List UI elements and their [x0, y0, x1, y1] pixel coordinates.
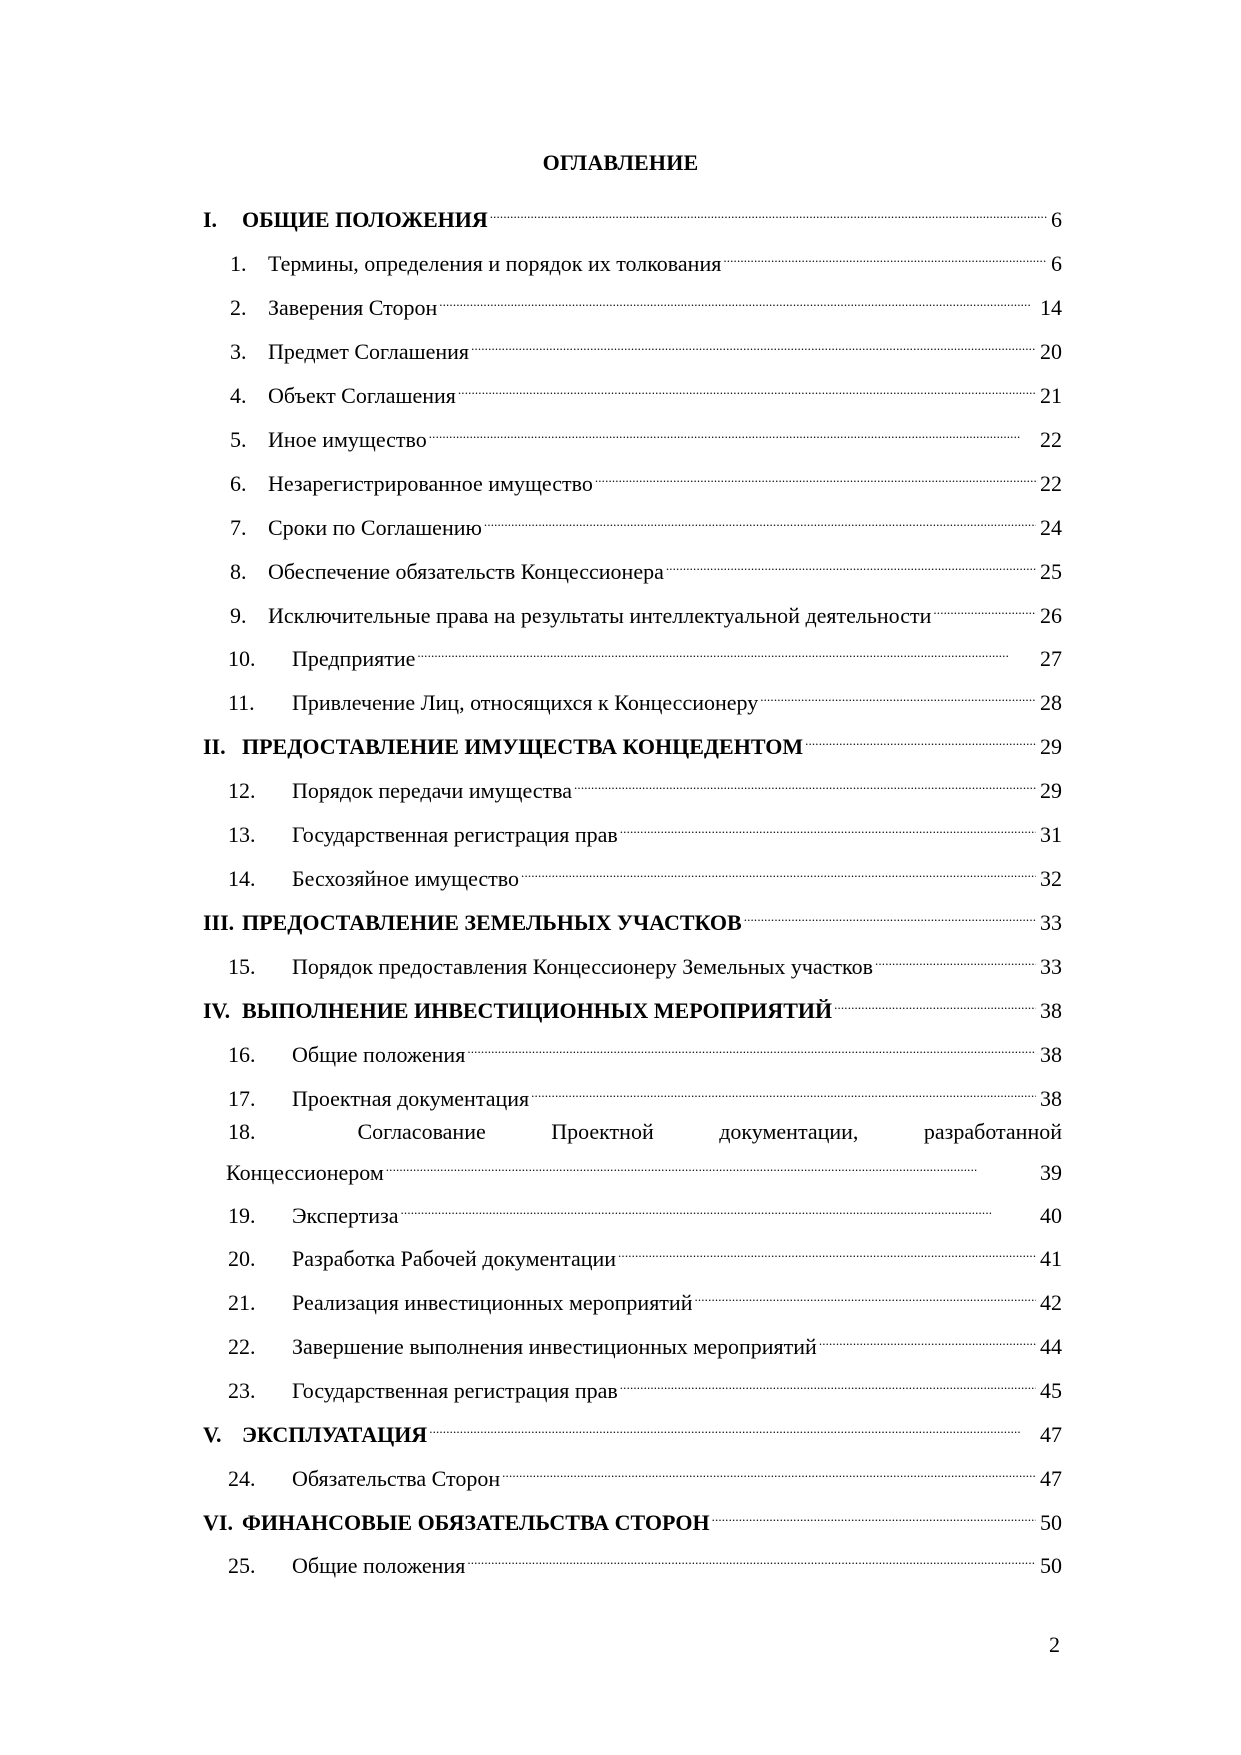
- toc-page-number: 33: [1040, 910, 1062, 935]
- toc-item-4[interactable]: [203, 373, 1062, 408]
- toc-item-24[interactable]: [203, 1456, 1062, 1491]
- dot-leader: [618, 1236, 1036, 1266]
- toc-item-9[interactable]: [203, 593, 1062, 628]
- toc-item-5[interactable]: [203, 417, 1062, 452]
- toc-item-label: Заверения Сторон: [268, 295, 438, 320]
- dot-leader: [805, 724, 1036, 754]
- toc-item-19[interactable]: [203, 1193, 1062, 1228]
- toc-section-number: VI.: [203, 1510, 233, 1535]
- toc-item-2[interactable]: [203, 285, 1062, 320]
- page-number: 2: [1049, 1632, 1060, 1657]
- dot-leader: [694, 1280, 1036, 1310]
- toc-section-label: ЭКСПЛУАТАЦИЯ: [242, 1422, 428, 1447]
- toc-page-number: 26: [1040, 603, 1062, 628]
- toc-item-number: 7.: [230, 515, 247, 540]
- toc-page-number: 24: [1040, 515, 1062, 540]
- toc-item-label: Проектная документация: [292, 1086, 530, 1111]
- toc-page-number: 21: [1040, 383, 1062, 408]
- toc-item-label: Общие положения: [292, 1553, 466, 1578]
- toc-section-number: V.: [203, 1422, 222, 1447]
- toc-item-15[interactable]: [203, 944, 1062, 979]
- toc-section-1[interactable]: [203, 197, 1062, 232]
- toc-item-number: 8.: [230, 559, 247, 584]
- toc-item-13[interactable]: [203, 812, 1062, 847]
- toc-item-label: Общие положения: [292, 1042, 466, 1067]
- toc-item-label: Привлечение Лиц, относящихся к Концессионеру: [292, 690, 759, 715]
- toc-item-number: 12.: [228, 778, 256, 803]
- dot-leader: [401, 1193, 1036, 1223]
- dot-leader: [531, 1076, 1036, 1106]
- toc-section-label: ПРЕДОСТАВЛЕНИЕ ЗЕМЕЛЬНЫХ УЧАСТКОВ: [242, 910, 742, 935]
- toc-item-12[interactable]: [203, 768, 1062, 803]
- toc-item-label: Предмет Соглашения: [268, 339, 470, 364]
- toc-item-3[interactable]: [203, 329, 1062, 364]
- toc-item-number: 1.: [230, 251, 247, 276]
- toc-item-number: 15.: [228, 954, 256, 979]
- toc-item-label: Государственная регистрация прав: [292, 1378, 618, 1403]
- dot-leader: [595, 461, 1036, 491]
- toc-page-number: 27: [1040, 646, 1062, 671]
- toc-section-label: ФИНАНСОВЫЕ ОБЯЗАТЕЛЬСТВА СТОРОН: [242, 1510, 710, 1535]
- toc-item-label: Исключительные права на результаты интеллектуальной деятельности: [268, 603, 932, 628]
- toc-page-number: 31: [1040, 822, 1062, 847]
- toc-section-label: ОБЩИЕ ПОЛОЖЕНИЯ: [242, 207, 488, 232]
- toc-item-10[interactable]: [203, 636, 1062, 671]
- toc-item-number: 25.: [228, 1553, 256, 1578]
- toc-item-number: 13.: [228, 822, 256, 847]
- dot-leader: [834, 988, 1036, 1018]
- toc-item-number: 22.: [228, 1334, 256, 1359]
- toc-item-number: 9.: [230, 603, 247, 628]
- toc-title: ОГЛАВЛЕНИЕ: [542, 150, 699, 175]
- dot-leader: [458, 373, 1036, 403]
- toc-item-number: 11.: [228, 690, 255, 715]
- dot-leader: [417, 636, 1036, 666]
- toc-item-number: 23.: [228, 1378, 256, 1403]
- toc-page-number: 6: [1051, 207, 1062, 232]
- toc-item-20[interactable]: [203, 1236, 1062, 1271]
- toc-page-number: 44: [1040, 1334, 1062, 1359]
- toc-item-number: 16.: [228, 1042, 256, 1067]
- toc-item-number: 10.: [228, 646, 256, 671]
- toc-item-label: Завершение выполнения инвестиционных мероприятий: [292, 1334, 817, 1359]
- toc-item-23[interactable]: [203, 1368, 1062, 1403]
- toc-item-number: 2.: [230, 295, 247, 320]
- toc-page-number: 32: [1040, 866, 1062, 891]
- toc-item-16[interactable]: [203, 1032, 1062, 1067]
- dot-leader: [502, 1456, 1036, 1486]
- toc-item-number: 5.: [230, 427, 247, 452]
- toc-page-number: 29: [1040, 778, 1062, 803]
- dot-leader: [666, 549, 1036, 579]
- toc-page-number: 22: [1040, 427, 1062, 452]
- toc-item-18-line-1[interactable]: [203, 1117, 1062, 1147]
- toc-section-6[interactable]: [203, 1500, 1062, 1535]
- toc-item-label: Бесхозяйное имущество: [292, 866, 520, 891]
- dot-leader: [490, 197, 1047, 227]
- dot-leader: [760, 680, 1036, 710]
- toc-page-number: 38: [1040, 998, 1062, 1023]
- toc-page-number: 38: [1040, 1042, 1062, 1067]
- toc-item-number: 19.: [228, 1203, 256, 1228]
- toc-item-label: Разработка Рабочей документации: [292, 1246, 617, 1271]
- dot-leader: [574, 768, 1036, 798]
- dot-leader: [712, 1500, 1036, 1530]
- toc-page-number: 50: [1040, 1553, 1062, 1578]
- toc-item-number: 14.: [228, 866, 256, 891]
- toc-item-number: 3.: [230, 339, 247, 364]
- dot-leader: [620, 812, 1036, 842]
- toc-item-label-continuation: Концессионером: [226, 1160, 384, 1185]
- dot-leader: [429, 417, 1036, 447]
- dot-leader: [744, 900, 1036, 930]
- toc-section-number: II.: [203, 734, 226, 759]
- toc-page-number: 14: [1040, 295, 1062, 320]
- toc-section-4[interactable]: [203, 988, 1062, 1023]
- toc-item-21[interactable]: [203, 1280, 1062, 1315]
- dot-leader: [429, 1412, 1036, 1442]
- toc-item-number: 21.: [228, 1290, 256, 1315]
- toc-page-number: 33: [1040, 954, 1062, 979]
- toc-item-25[interactable]: [203, 1543, 1062, 1578]
- toc-item-1[interactable]: [203, 241, 1062, 276]
- dot-leader: [386, 1150, 1036, 1180]
- toc-page-number: 47: [1040, 1422, 1062, 1447]
- toc-page-number: 28: [1040, 690, 1062, 715]
- toc-section-number: I.: [203, 207, 218, 232]
- toc-page-number: 25: [1040, 559, 1062, 584]
- toc-item-label: Незарегистрированное имущество: [268, 471, 593, 496]
- toc-item-label: Термины, определения и порядок их толкования: [268, 251, 722, 276]
- toc-section-label: ПРЕДОСТАВЛЕНИЕ ИМУЩЕСТВА КОНЦЕДЕНТОМ: [242, 734, 804, 759]
- toc-page-number: 39: [1040, 1160, 1062, 1185]
- toc-item-label: Обеспечение обязательств Концессионера: [268, 559, 664, 584]
- toc-item-7[interactable]: [203, 505, 1062, 540]
- toc-item-label: Государственная регистрация прав: [292, 822, 618, 847]
- toc-item-number: 6.: [230, 471, 247, 496]
- toc-item-number: 17.: [228, 1086, 256, 1111]
- dot-leader: [467, 1032, 1036, 1062]
- toc-item-label-word: разработанной: [923, 1119, 1062, 1144]
- dot-leader: [620, 1368, 1036, 1398]
- toc-item-label: Порядок предоставления Концессионеру Земельных участков: [292, 954, 873, 979]
- toc-page-number: 6: [1051, 251, 1062, 276]
- dot-leader: [819, 1324, 1036, 1354]
- toc-page-number: 38: [1040, 1086, 1062, 1111]
- dot-leader: [933, 593, 1036, 623]
- toc-item-label-word: Проектной: [551, 1119, 654, 1144]
- toc-item-label-word: Согласование: [357, 1119, 486, 1144]
- toc-page-number: 29: [1040, 734, 1062, 759]
- toc-item-label: Иное имущество: [268, 427, 427, 452]
- toc-section-label: ВЫПОЛНЕНИЕ ИНВЕСТИЦИОННЫХ МЕРОПРИЯТИЙ: [242, 998, 833, 1023]
- dot-leader: [439, 285, 1036, 315]
- toc-page-number: 20: [1040, 339, 1062, 364]
- toc-item-14[interactable]: [203, 856, 1062, 891]
- toc-page-number: 41: [1040, 1246, 1062, 1271]
- toc-section-2[interactable]: [203, 724, 1062, 759]
- toc-page-number: 45: [1040, 1378, 1062, 1403]
- toc-item-17[interactable]: [203, 1076, 1062, 1111]
- toc-item-label-word: документации,: [719, 1119, 859, 1144]
- toc-page-number: 40: [1040, 1203, 1062, 1228]
- toc-page-number: 22: [1040, 471, 1062, 496]
- toc-page-number: 50: [1040, 1510, 1062, 1535]
- dot-leader: [723, 241, 1047, 271]
- dot-leader: [467, 1543, 1036, 1573]
- toc-item-label: Сроки по Соглашению: [268, 515, 482, 540]
- toc-item-label: Порядок передачи имущества: [292, 778, 573, 803]
- toc-page-number: 47: [1040, 1466, 1062, 1491]
- toc-item-number: 18.: [228, 1119, 256, 1144]
- toc-section-number: IV.: [203, 998, 231, 1023]
- dot-leader: [521, 856, 1036, 886]
- toc-item-label: Предприятие: [292, 646, 416, 671]
- toc-item-number: 20.: [228, 1246, 256, 1271]
- toc-item-label: Экспертиза: [292, 1203, 399, 1228]
- toc-item-8[interactable]: [203, 549, 1062, 584]
- toc-section-3[interactable]: [203, 900, 1062, 935]
- toc-section-number: III.: [203, 910, 235, 935]
- dot-leader: [875, 944, 1036, 974]
- toc-item-11[interactable]: [203, 680, 1062, 715]
- toc-item-label: Реализация инвестиционных мероприятий: [292, 1290, 693, 1315]
- dot-leader: [471, 329, 1036, 359]
- dot-leader: [484, 505, 1036, 535]
- toc-item-22[interactable]: [203, 1324, 1062, 1359]
- toc-item-6[interactable]: [203, 461, 1062, 496]
- toc-section-5[interactable]: [203, 1412, 1062, 1447]
- toc-item-label: Обязательства Сторон: [292, 1466, 501, 1491]
- toc-item-number: 24.: [228, 1466, 256, 1491]
- toc-page-number: 42: [1040, 1290, 1062, 1315]
- toc-item-label: Объект Соглашения: [268, 383, 456, 408]
- toc-item-18-line-2[interactable]: [226, 1150, 1062, 1185]
- toc-item-number: 4.: [230, 383, 247, 408]
